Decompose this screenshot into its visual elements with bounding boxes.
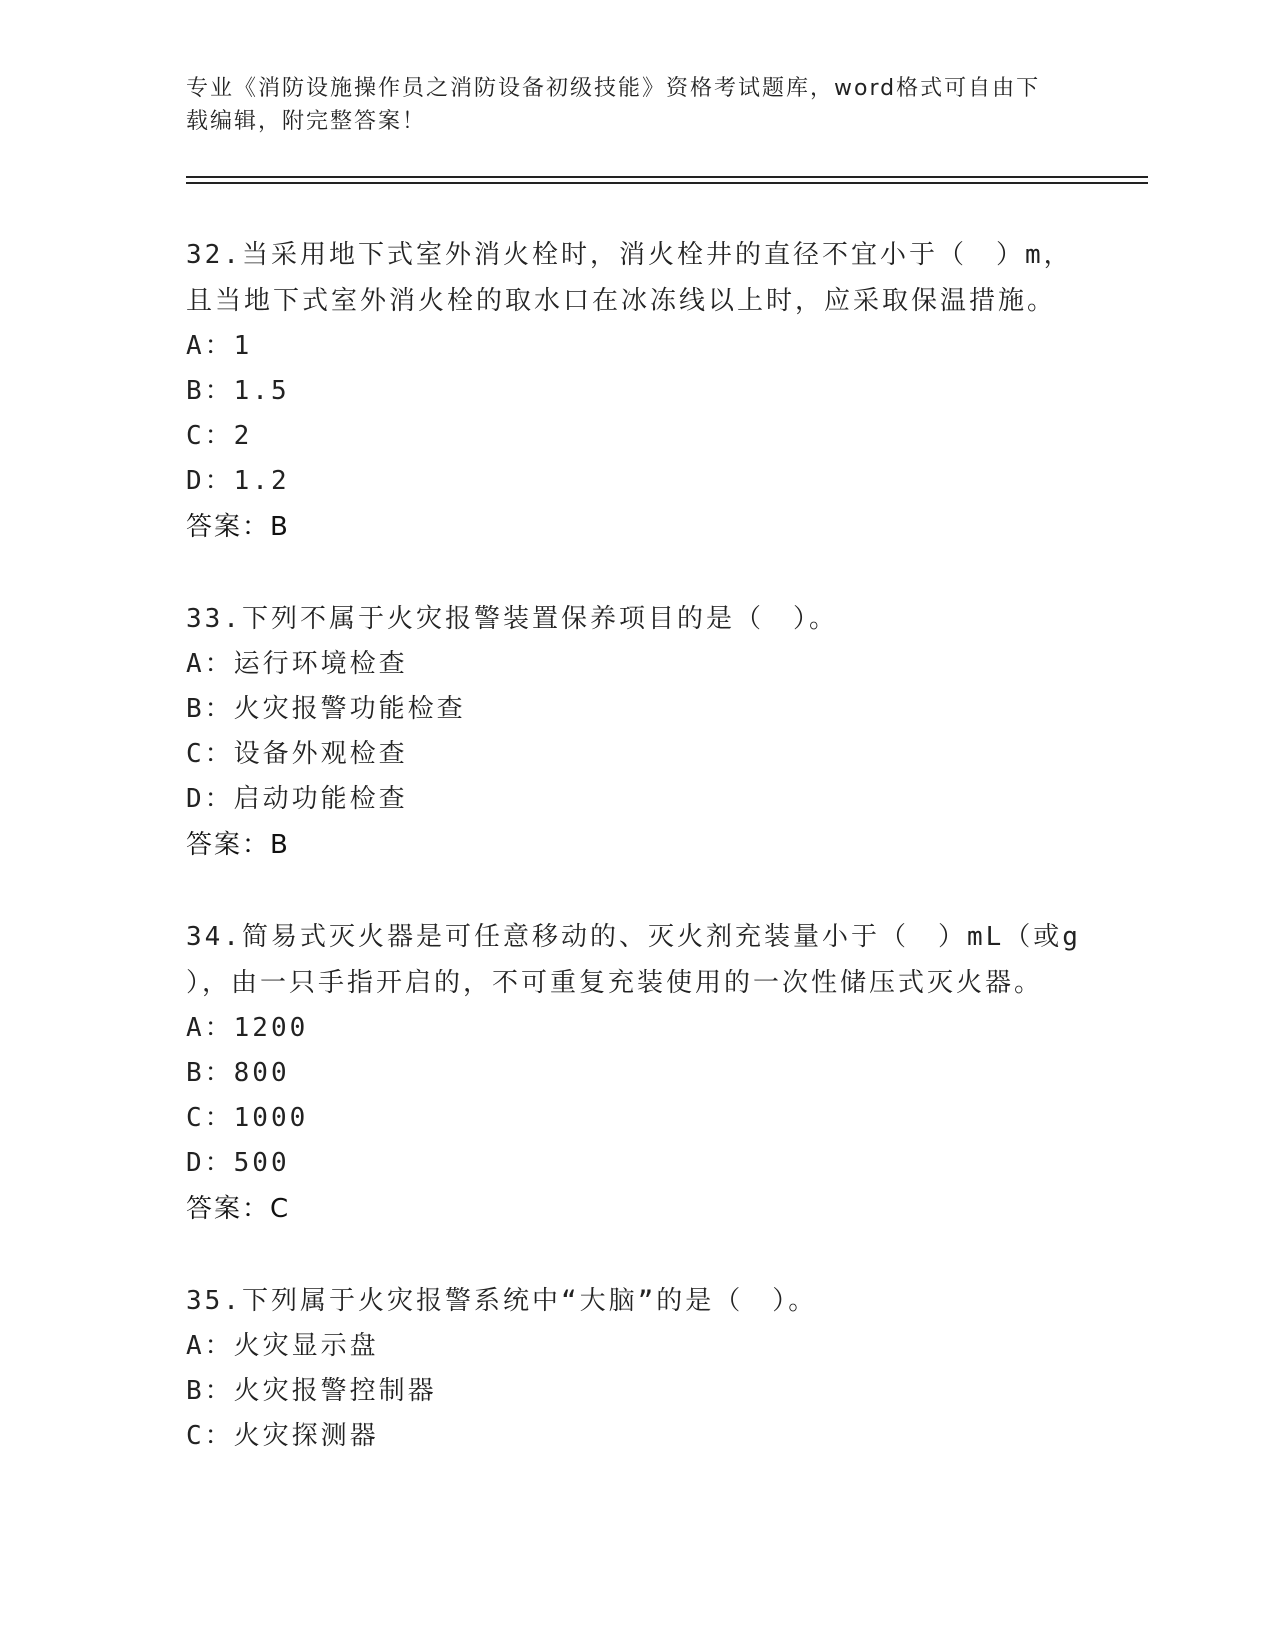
option-d: D：500: [186, 1148, 290, 1178]
option-b: B：1.5: [186, 376, 290, 406]
question-stem-continued: 且当地下式室外消火栓的取水口在冰冻线以上时，应采取保温措施。: [186, 286, 1057, 316]
header-line-1: 专业《消防设施操作员之消防设备初级技能》资格考试题库，word格式可自由下: [186, 76, 1041, 101]
option-a: A：运行环境检查: [186, 649, 408, 679]
option-a: A：火灾显示盘: [186, 1331, 379, 1361]
question-stem: 35.下列属于火灾报警系统中“大脑”的是（ ）。: [186, 1286, 818, 1316]
option-c: C：1000: [186, 1103, 309, 1133]
option-a: A：1: [186, 331, 253, 361]
question-33: [186, 596, 1086, 868]
question-stem: 34.简易式灭火器是可任意移动的、灭火剂充装量小于（ ）mL（或g: [186, 922, 1081, 952]
option-b: B：火灾报警功能检查: [186, 694, 466, 724]
answer: 答案：C: [186, 1194, 291, 1224]
option-c: C：火灾探测器: [186, 1421, 379, 1451]
option-c: C：设备外观检查: [186, 739, 408, 769]
question-stem-continued: ），由一只手指开启的，不可重复充装使用的一次性储压式灭火器。: [186, 968, 1044, 998]
question-32: [186, 232, 1086, 550]
document-header: [186, 72, 1066, 138]
option-b: B：火灾报警控制器: [186, 1376, 437, 1406]
header-divider-top: [186, 176, 1148, 178]
question-34: [186, 914, 1086, 1232]
header-line-2: 载编辑，附完整答案！: [186, 109, 427, 134]
option-c: C：2: [186, 421, 253, 451]
header-divider-bottom: [186, 182, 1148, 184]
option-b: B：800: [186, 1058, 290, 1088]
option-a: A：1200: [186, 1013, 309, 1043]
question-35: [186, 1278, 1086, 1459]
option-d: D：1.2: [186, 466, 290, 496]
question-stem: 33.下列不属于火灾报警装置保养项目的是（ ）。: [186, 604, 838, 634]
answer: 答案：B: [186, 512, 290, 542]
answer: 答案：B: [186, 830, 290, 860]
question-stem: 32.当采用地下式室外消火栓时，消火栓井的直径不宜小于（ ）m，: [186, 240, 1073, 270]
option-d: D：启动功能检查: [186, 784, 408, 814]
